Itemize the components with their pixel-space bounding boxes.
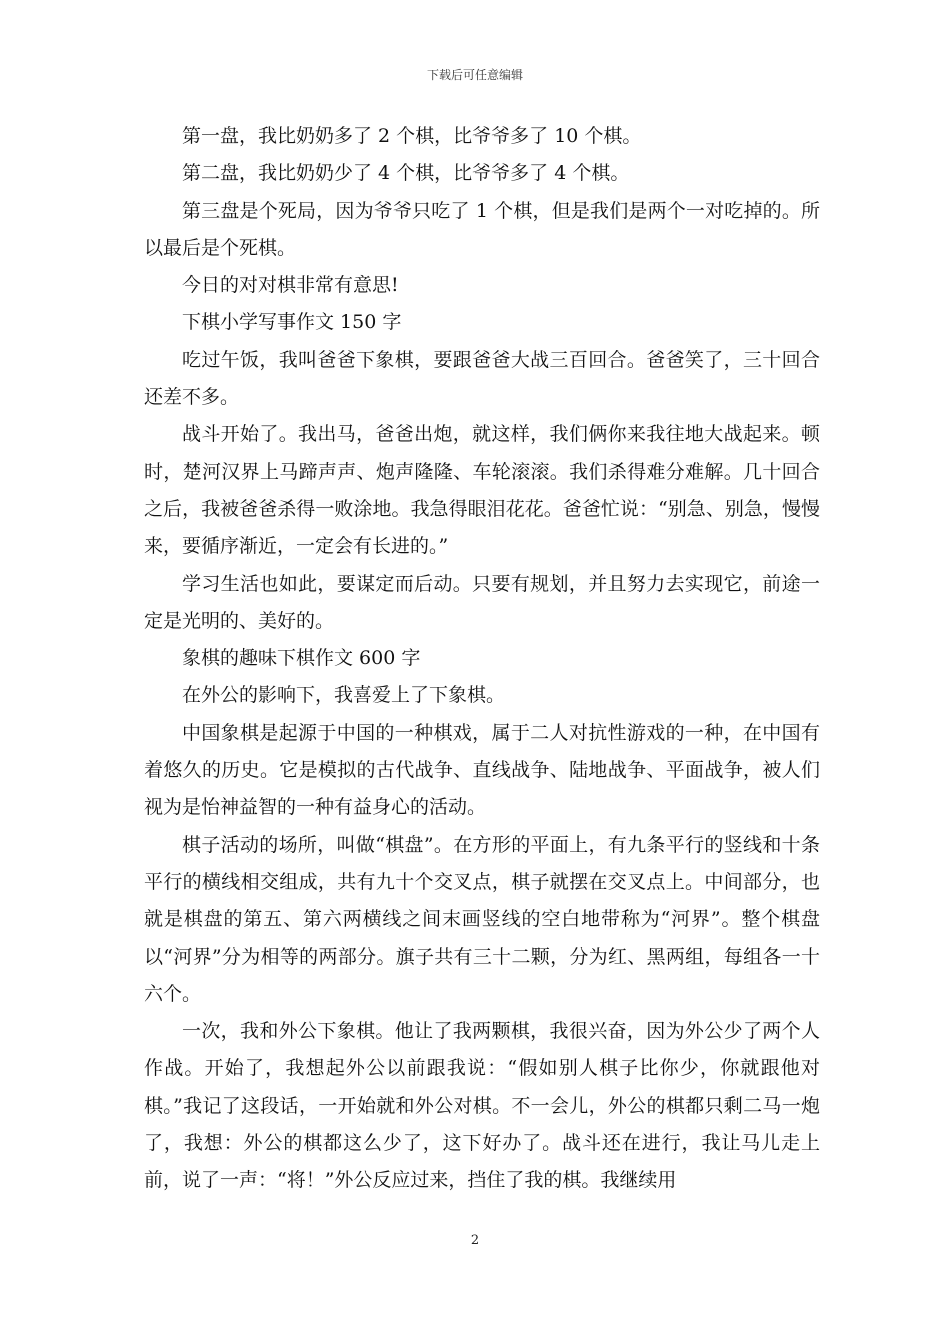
paragraph-9: 中国象棋是起源于中国的一种棋戏，属于二人对抗性游戏的一种，在中国有着悠久的历史。它是模拟的古代战争、直线战争、陆地战争、平面战争，被人们视为是怡神益智的一种有益身心的活动。	[144, 721, 820, 819]
paragraph-6: 战斗开始了。我出马，爸爸出炮，就这样，我们俩你来我往地大战起来。顿时，楚河汉界上马蹄声声、炮声隆隆、车轮滚滚。我们杀得难分难解。几十回合之后，我被爸爸杀得一败涂地。我急得眼泪花花。爸爸忙说：“别急、别急，慢慢来，要循序渐近，一定会有长进的。”	[144, 423, 820, 558]
paragraph-8: 在外公的影响下，我喜爱上了下象棋。	[182, 684, 506, 707]
paragraph-5: 吃过午饭，我叫爸爸下象棋，要跟爸爸大战三百回合。爸爸笑了，三十回合还差不多。	[144, 348, 820, 409]
page-number: 2	[470, 1233, 480, 1248]
paragraph-10: 棋子活动的场所，叫做“棋盘”。在方形的平面上，有九条平行的竖线和十条平行的横线相交组成，共有九十个交叉点，棋子就摆在交叉点上。中间部分，也就是棋盘的第五、第六两横线之间末画竖线的空白地带称为“河界”。整个棋盘以“河界”分为相等的两部分。旗子共有三十二颗，分为红、黑两组，每组各一十六个。	[144, 833, 820, 1005]
page-header: 下载后可任意编辑	[426, 68, 523, 82]
paragraph-3: 第三盘是个死局，因为爷爷只吃了 1 个棋，但是我们是两个一对吃掉的。所以最后是个死棋。	[144, 199, 820, 259]
document-body	[144, 118, 820, 1200]
paragraph-1: 第一盘，我比奶奶多了 2 个棋，比爷爷多了 10 个棋。	[182, 125, 642, 147]
paragraph-7: 学习生活也如此，要谋定而后动。只要有规划，并且努力去实现它，前途一定是光明的、美好的。	[144, 572, 820, 632]
paragraph-11: 一次，我和外公下象棋。他让了我两颗棋，我很兴奋，因为外公少了两个人作战。开始了，我想起外公以前跟我说：“假如别人棋子比你少，你就跟他对棋。”我记了这段话，一开始就和外公对棋。不一会儿，外公的棋都只剩二马一炮了，我想：外公的棋都这么少了，这下好办了。战斗还在进行，我让马儿走上前，说了一声：“将！”外公反应过来，挡住了我的棋。我继续用	[144, 1020, 820, 1192]
section-title-1: 下棋小学写事作文 150 字	[182, 311, 402, 334]
paragraph-2: 第二盘，我比奶奶少了 4 个棋，比爷爷多了 4 个棋。	[182, 162, 630, 185]
section-title-2: 象棋的趣味下棋作文 600 字	[182, 647, 421, 670]
paragraph-4: 今日的对对棋非常有意思!	[182, 274, 399, 297]
